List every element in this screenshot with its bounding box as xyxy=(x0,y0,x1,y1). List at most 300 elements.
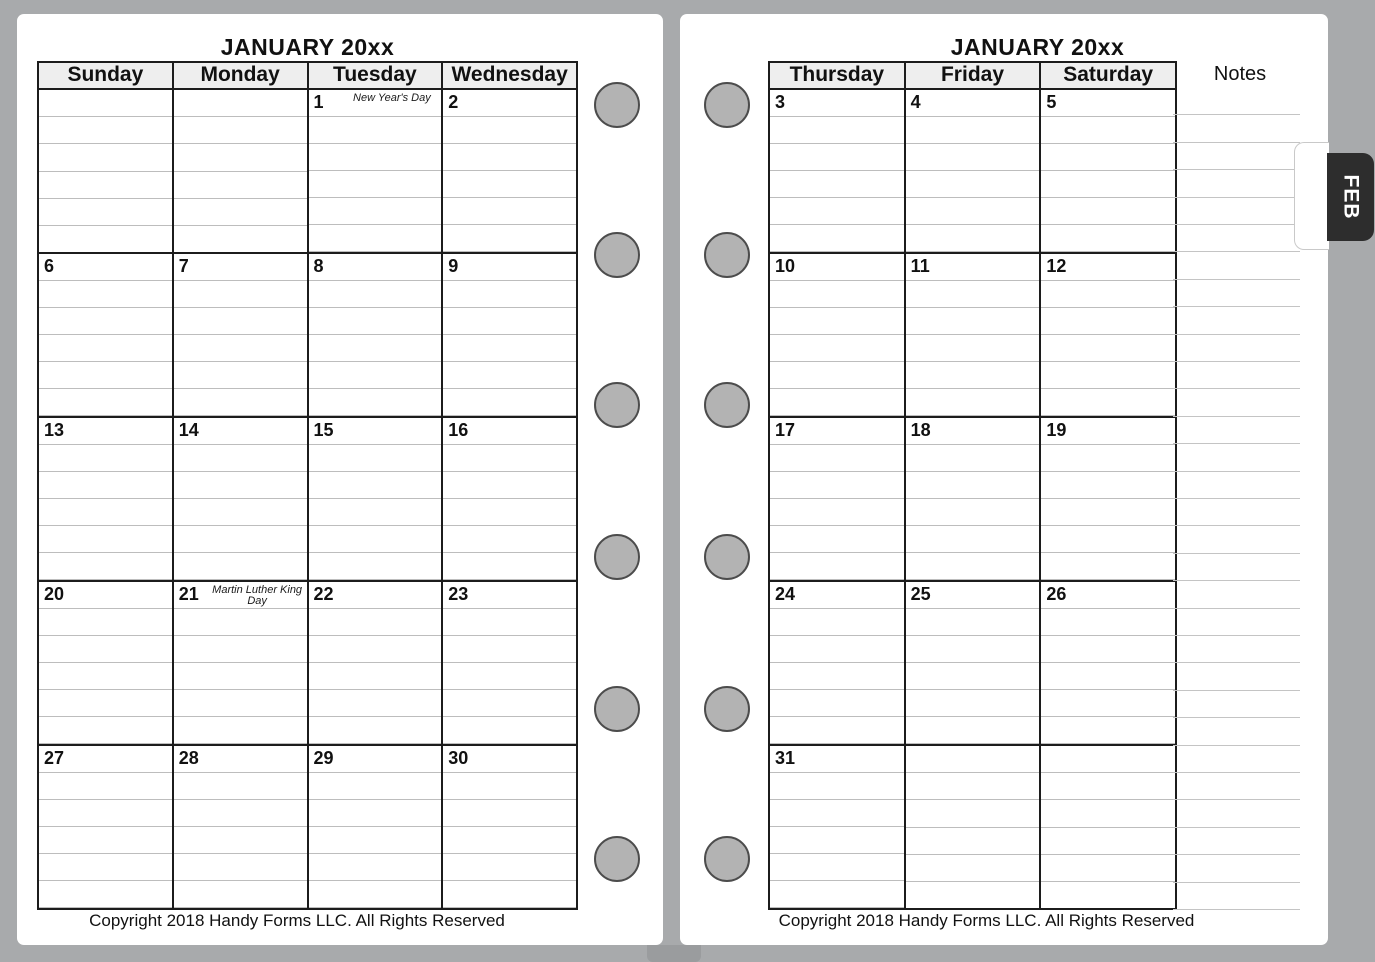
tab-feb-label: FEB xyxy=(1339,174,1363,220)
day-cell-ruled-line xyxy=(174,389,307,416)
date-number: 2 xyxy=(448,92,459,112)
day-cell xyxy=(174,582,309,744)
day-cell-ruled-line xyxy=(39,117,172,144)
day-cell-ruled-line xyxy=(906,144,1040,171)
notes-rule-line xyxy=(1173,690,1300,691)
day-cell xyxy=(443,582,576,744)
date-number: 6 xyxy=(44,256,55,276)
day-cell-ruled-line xyxy=(1041,690,1175,717)
day-cell-ruled-line xyxy=(906,445,1040,472)
day-cell-ruled-line xyxy=(443,881,576,908)
day-cell-ruled-line xyxy=(309,389,442,416)
day-cell xyxy=(906,582,1042,744)
day-cell xyxy=(906,254,1042,416)
day-cell-ruled-line xyxy=(309,800,442,827)
day-cell-ruled-line xyxy=(443,827,576,854)
day-cell-ruled-line xyxy=(174,609,307,636)
notes-rule-line xyxy=(1173,471,1300,472)
day-cell-ruled-line xyxy=(1041,281,1175,308)
date-number: 19 xyxy=(1046,420,1067,440)
notes-rule-line xyxy=(1173,745,1300,746)
day-cell xyxy=(309,582,444,744)
day-cell-ruled-line xyxy=(1041,225,1175,252)
day-cell-ruled-line xyxy=(770,827,904,854)
day-cell xyxy=(174,90,309,252)
day-header-cell: Friday xyxy=(906,63,1042,88)
day-cell xyxy=(906,418,1042,580)
day-cell-ruled-line xyxy=(770,717,904,744)
day-cell-ruled-line xyxy=(39,281,172,308)
day-cell-ruled-line xyxy=(309,254,442,281)
day-cell-ruled-line xyxy=(174,362,307,389)
day-cell xyxy=(1041,418,1175,580)
notes-rule-line xyxy=(1173,114,1300,115)
day-cell-ruled-line xyxy=(309,335,442,362)
date-number: 31 xyxy=(775,748,796,768)
day-cell-ruled-line xyxy=(39,773,172,800)
day-cell xyxy=(39,746,174,908)
date-number: 18 xyxy=(910,420,931,440)
day-cell-ruled-line xyxy=(39,827,172,854)
date-number: 22 xyxy=(313,584,334,604)
day-cell-ruled-line xyxy=(1041,828,1175,855)
day-cell-ruled-line xyxy=(174,636,307,663)
day-cell-ruled-line xyxy=(443,254,576,281)
day-cell-ruled-line xyxy=(770,800,904,827)
day-cell-ruled-line xyxy=(174,773,307,800)
day-cell-ruled-line xyxy=(174,690,307,717)
notes-rule-line xyxy=(1173,882,1300,883)
day-cell-ruled-line xyxy=(906,663,1040,690)
day-cell-ruled-line xyxy=(309,198,442,225)
day-cell-ruled-line xyxy=(1041,445,1175,472)
binder-hole xyxy=(594,82,640,128)
day-cell-ruled-line xyxy=(906,800,1040,827)
day-cell-ruled-line xyxy=(309,773,442,800)
date-number: 7 xyxy=(178,256,189,276)
right-page xyxy=(680,14,1328,945)
date-number: 14 xyxy=(178,420,199,440)
binder-hole xyxy=(704,382,750,428)
day-cell-ruled-line xyxy=(174,800,307,827)
day-cell-ruled-line xyxy=(174,226,307,252)
notes-rule-line xyxy=(1173,717,1300,718)
day-header-row xyxy=(39,63,576,90)
notes-rule-line xyxy=(1173,388,1300,389)
weeks-container xyxy=(39,90,576,908)
day-cell-ruled-line xyxy=(1041,472,1175,499)
day-cell xyxy=(1041,254,1175,416)
notes-ruled-lines xyxy=(1173,88,1307,910)
day-cell-ruled-line xyxy=(906,882,1040,908)
day-cell-ruled-line xyxy=(443,362,576,389)
month-title-right: JANUARY 20xx xyxy=(950,34,1125,60)
day-cell-ruled-line xyxy=(443,636,576,663)
binder-hole xyxy=(704,836,750,882)
day-cell-ruled-line xyxy=(770,636,904,663)
notes-rule-line xyxy=(1173,169,1300,170)
day-cell-ruled-line xyxy=(174,172,307,199)
day-cell-ruled-line xyxy=(309,117,442,144)
notes-rule-line xyxy=(1173,306,1300,307)
day-cell-ruled-line xyxy=(39,144,172,171)
day-cell-ruled-line xyxy=(1041,746,1175,773)
date-number: 10 xyxy=(775,256,796,276)
day-cell-ruled-line xyxy=(906,855,1040,882)
week-row xyxy=(39,580,576,744)
day-cell-ruled-line xyxy=(1041,362,1175,389)
day-cell-ruled-line xyxy=(1041,308,1175,335)
day-cell-ruled-line xyxy=(174,281,307,308)
day-cell-ruled-line xyxy=(39,609,172,636)
day-cell-ruled-line xyxy=(309,171,442,198)
day-cell xyxy=(309,254,444,416)
day-cell-ruled-line xyxy=(1041,800,1175,827)
notes-rule-line xyxy=(1173,827,1300,828)
day-cell-ruled-line xyxy=(770,499,904,526)
spine-notch xyxy=(647,945,701,962)
day-cell-ruled-line xyxy=(770,281,904,308)
notes-rule-line xyxy=(1173,334,1300,335)
day-cell-ruled-line xyxy=(443,553,576,580)
month-title-left: JANUARY 20xx xyxy=(220,34,395,60)
notes-column-label: Notes xyxy=(1213,63,1267,85)
day-cell-ruled-line xyxy=(443,499,576,526)
day-cell-ruled-line xyxy=(174,90,307,117)
day-cell-ruled-line xyxy=(443,225,576,252)
day-cell-ruled-line xyxy=(906,281,1040,308)
day-cell xyxy=(174,254,309,416)
notes-rule-line xyxy=(1173,279,1300,280)
day-cell-ruled-line xyxy=(309,362,442,389)
day-cell-ruled-line xyxy=(174,445,307,472)
day-cell-ruled-line xyxy=(906,746,1040,773)
left-page xyxy=(17,14,663,945)
binder-hole xyxy=(704,534,750,580)
day-cell-ruled-line xyxy=(1041,717,1175,744)
day-cell-ruled-line xyxy=(906,636,1040,663)
calendar-grid-left xyxy=(37,61,578,910)
day-cell-ruled-line xyxy=(39,472,172,499)
date-number: 27 xyxy=(44,748,65,768)
day-cell-ruled-line xyxy=(770,308,904,335)
day-cell-ruled-line xyxy=(309,854,442,881)
day-cell-ruled-line xyxy=(770,362,904,389)
day-cell xyxy=(770,746,906,908)
day-cell xyxy=(770,582,906,744)
day-cell xyxy=(1041,90,1175,252)
day-cell xyxy=(39,582,174,744)
day-cell-ruled-line xyxy=(39,445,172,472)
day-cell-ruled-line xyxy=(1041,198,1175,225)
date-number: 1 xyxy=(313,92,324,112)
day-cell-ruled-line xyxy=(770,335,904,362)
day-cell-ruled-line xyxy=(906,499,1040,526)
day-cell-ruled-line xyxy=(770,389,904,416)
day-cell-ruled-line xyxy=(309,499,442,526)
day-cell-ruled-line xyxy=(906,717,1040,744)
notes-rule-line xyxy=(1173,443,1300,444)
day-cell xyxy=(443,746,576,908)
day-cell-ruled-line xyxy=(770,445,904,472)
date-number: 11 xyxy=(910,256,930,276)
day-cell-ruled-line xyxy=(443,663,576,690)
day-cell xyxy=(309,418,444,580)
binder-hole xyxy=(704,232,750,278)
date-number: 13 xyxy=(44,420,65,440)
day-cell-ruled-line xyxy=(309,717,442,744)
day-cell-ruled-line xyxy=(770,663,904,690)
day-cell-ruled-line xyxy=(39,553,172,580)
day-cell-ruled-line xyxy=(770,90,904,117)
day-cell-ruled-line xyxy=(174,717,307,744)
day-cell-ruled-line xyxy=(443,335,576,362)
week-row xyxy=(39,90,576,252)
notes-rule-line xyxy=(1173,416,1300,417)
day-cell-ruled-line xyxy=(39,308,172,335)
day-cell-ruled-line xyxy=(39,690,172,717)
binder-hole xyxy=(594,534,640,580)
notes-rule-line xyxy=(1173,525,1300,526)
day-cell-ruled-line xyxy=(174,117,307,144)
day-cell-ruled-line xyxy=(770,690,904,717)
date-number: 3 xyxy=(775,92,786,112)
day-cell-ruled-line xyxy=(1041,855,1175,882)
day-cell-ruled-line xyxy=(770,225,904,252)
notes-rule-line xyxy=(1173,361,1300,362)
day-cell-ruled-line xyxy=(770,609,904,636)
date-number: 28 xyxy=(178,748,199,768)
day-cell-ruled-line xyxy=(1041,144,1175,171)
day-cell-ruled-line xyxy=(39,90,172,117)
notes-rule-line xyxy=(1173,553,1300,554)
day-cell-ruled-line xyxy=(39,199,172,226)
day-cell-ruled-line xyxy=(906,117,1040,144)
day-cell-ruled-line xyxy=(309,308,442,335)
notes-rule-line xyxy=(1173,197,1300,198)
day-cell-ruled-line xyxy=(174,827,307,854)
day-cell-ruled-line xyxy=(770,144,904,171)
day-cell-ruled-line xyxy=(1041,499,1175,526)
notes-rule-line xyxy=(1173,662,1300,663)
notes-rule-line xyxy=(1173,608,1300,609)
day-cell-ruled-line xyxy=(906,308,1040,335)
tab-feb[interactable] xyxy=(1327,153,1374,241)
day-cell-ruled-line xyxy=(39,172,172,199)
day-cell-ruled-line xyxy=(174,472,307,499)
notes-rule-line xyxy=(1173,142,1300,143)
binder-hole xyxy=(704,686,750,732)
binder-hole xyxy=(594,232,640,278)
day-cell-ruled-line xyxy=(443,526,576,553)
day-cell-ruled-line xyxy=(309,225,442,252)
date-number: 20 xyxy=(44,584,65,604)
holiday-label: Martin Luther King Day xyxy=(212,584,303,607)
day-header-cell: Sunday xyxy=(39,63,174,88)
day-cell-ruled-line xyxy=(1041,773,1175,800)
date-number: 29 xyxy=(313,748,334,768)
day-cell xyxy=(1041,746,1175,908)
day-cell-ruled-line xyxy=(39,881,172,908)
day-cell-ruled-line xyxy=(906,389,1040,416)
day-cell-ruled-line xyxy=(770,526,904,553)
day-cell xyxy=(1041,582,1175,744)
day-cell-ruled-line xyxy=(174,499,307,526)
day-cell-ruled-line xyxy=(443,609,576,636)
day-cell-ruled-line xyxy=(906,773,1040,800)
notes-rule-line xyxy=(1173,854,1300,855)
day-cell-ruled-line xyxy=(174,854,307,881)
day-cell-ruled-line xyxy=(906,828,1040,855)
day-cell xyxy=(443,90,576,252)
day-cell xyxy=(906,746,1042,908)
day-cell-ruled-line xyxy=(174,308,307,335)
notes-rule-line xyxy=(1173,909,1300,910)
week-row xyxy=(770,416,1175,580)
day-cell-ruled-line xyxy=(1041,526,1175,553)
week-row xyxy=(770,90,1175,252)
day-cell-ruled-line xyxy=(174,553,307,580)
date-number: 15 xyxy=(313,420,334,440)
date-number: 23 xyxy=(448,584,469,604)
day-cell-ruled-line xyxy=(39,636,172,663)
day-header-cell: Monday xyxy=(174,63,309,88)
day-cell xyxy=(770,254,906,416)
day-cell-ruled-line xyxy=(174,526,307,553)
day-cell xyxy=(174,418,309,580)
day-cell-ruled-line xyxy=(443,144,576,171)
day-cell-ruled-line xyxy=(39,335,172,362)
day-cell-ruled-line xyxy=(906,553,1040,580)
notes-rule-line xyxy=(1173,580,1300,581)
notes-rule-line xyxy=(1173,251,1300,252)
day-cell-ruled-line xyxy=(770,881,904,908)
date-number: 9 xyxy=(448,256,459,276)
day-cell-ruled-line xyxy=(770,854,904,881)
day-cell xyxy=(39,418,174,580)
day-cell-ruled-line xyxy=(443,117,576,144)
day-cell-ruled-line xyxy=(770,472,904,499)
day-cell-ruled-line xyxy=(1041,335,1175,362)
day-cell-ruled-line xyxy=(770,198,904,225)
day-cell-ruled-line xyxy=(906,690,1040,717)
day-cell-ruled-line xyxy=(39,663,172,690)
day-cell-ruled-line xyxy=(1041,171,1175,198)
week-row xyxy=(39,252,576,416)
date-number: 24 xyxy=(775,584,796,604)
day-cell-ruled-line xyxy=(443,800,576,827)
day-cell-ruled-line xyxy=(1041,882,1175,908)
day-cell-ruled-line xyxy=(443,198,576,225)
week-row xyxy=(39,744,576,908)
date-number: 5 xyxy=(1046,92,1057,112)
day-cell-ruled-line xyxy=(39,526,172,553)
day-cell xyxy=(39,90,174,252)
day-cell-ruled-line xyxy=(443,445,576,472)
day-cell-ruled-line xyxy=(443,90,576,117)
day-cell-ruled-line xyxy=(174,199,307,226)
day-header-row xyxy=(770,63,1175,90)
day-cell-ruled-line xyxy=(906,472,1040,499)
date-number: 17 xyxy=(775,420,796,440)
day-cell-ruled-line xyxy=(443,171,576,198)
weeks-container xyxy=(770,90,1175,908)
week-row xyxy=(770,580,1175,744)
day-cell-ruled-line xyxy=(906,362,1040,389)
day-cell-ruled-line xyxy=(770,553,904,580)
day-cell-ruled-line xyxy=(309,690,442,717)
day-cell xyxy=(39,254,174,416)
day-cell-ruled-line xyxy=(309,526,442,553)
day-cell-ruled-line xyxy=(770,117,904,144)
day-cell-ruled-line xyxy=(443,472,576,499)
calendar-grid-right xyxy=(768,61,1177,910)
day-cell-ruled-line xyxy=(1041,117,1175,144)
day-cell-ruled-line xyxy=(443,690,576,717)
day-cell xyxy=(443,418,576,580)
date-number: 12 xyxy=(1046,256,1067,276)
date-number: 4 xyxy=(910,92,921,112)
day-cell-ruled-line xyxy=(443,281,576,308)
day-cell-ruled-line xyxy=(770,773,904,800)
notes-rule-line xyxy=(1173,772,1300,773)
day-cell-ruled-line xyxy=(174,881,307,908)
day-cell-ruled-line xyxy=(309,609,442,636)
week-row xyxy=(39,416,576,580)
notes-rule-line xyxy=(1173,498,1300,499)
day-cell-ruled-line xyxy=(309,881,442,908)
day-cell-ruled-line xyxy=(443,717,576,744)
day-header-cell: Saturday xyxy=(1063,63,1154,86)
day-cell-ruled-line xyxy=(174,144,307,171)
notes-rule-line xyxy=(1173,224,1300,225)
day-cell-ruled-line xyxy=(39,226,172,252)
week-row xyxy=(770,252,1175,416)
day-cell xyxy=(770,90,906,252)
date-number: 25 xyxy=(910,584,931,604)
notes-rule-line xyxy=(1173,799,1300,800)
day-cell-ruled-line xyxy=(309,827,442,854)
day-header-cell: Wednesday xyxy=(451,63,568,86)
day-cell xyxy=(906,90,1042,252)
day-cell xyxy=(309,746,444,908)
date-number: 26 xyxy=(1046,584,1067,604)
day-cell-ruled-line xyxy=(906,171,1040,198)
day-header-cell: Thursday xyxy=(770,63,906,88)
binder-hole xyxy=(594,686,640,732)
day-cell-ruled-line xyxy=(309,553,442,580)
day-cell-ruled-line xyxy=(174,663,307,690)
day-cell-ruled-line xyxy=(39,854,172,881)
month-tab-outline xyxy=(1294,142,1329,250)
day-cell-ruled-line xyxy=(309,144,442,171)
week-row xyxy=(770,744,1175,908)
day-cell-ruled-line xyxy=(1041,553,1175,580)
day-cell-ruled-line xyxy=(1041,389,1175,416)
date-number: 30 xyxy=(448,748,469,768)
day-cell xyxy=(443,254,576,416)
day-cell-ruled-line xyxy=(770,171,904,198)
day-cell-ruled-line xyxy=(443,389,576,416)
day-cell xyxy=(770,418,906,580)
day-cell-ruled-line xyxy=(1041,663,1175,690)
day-cell xyxy=(309,90,444,252)
day-header-cell: Tuesday xyxy=(309,63,444,88)
binder-hole xyxy=(594,836,640,882)
date-number: 16 xyxy=(448,420,469,440)
day-cell-ruled-line xyxy=(39,499,172,526)
day-cell-ruled-line xyxy=(174,254,307,281)
